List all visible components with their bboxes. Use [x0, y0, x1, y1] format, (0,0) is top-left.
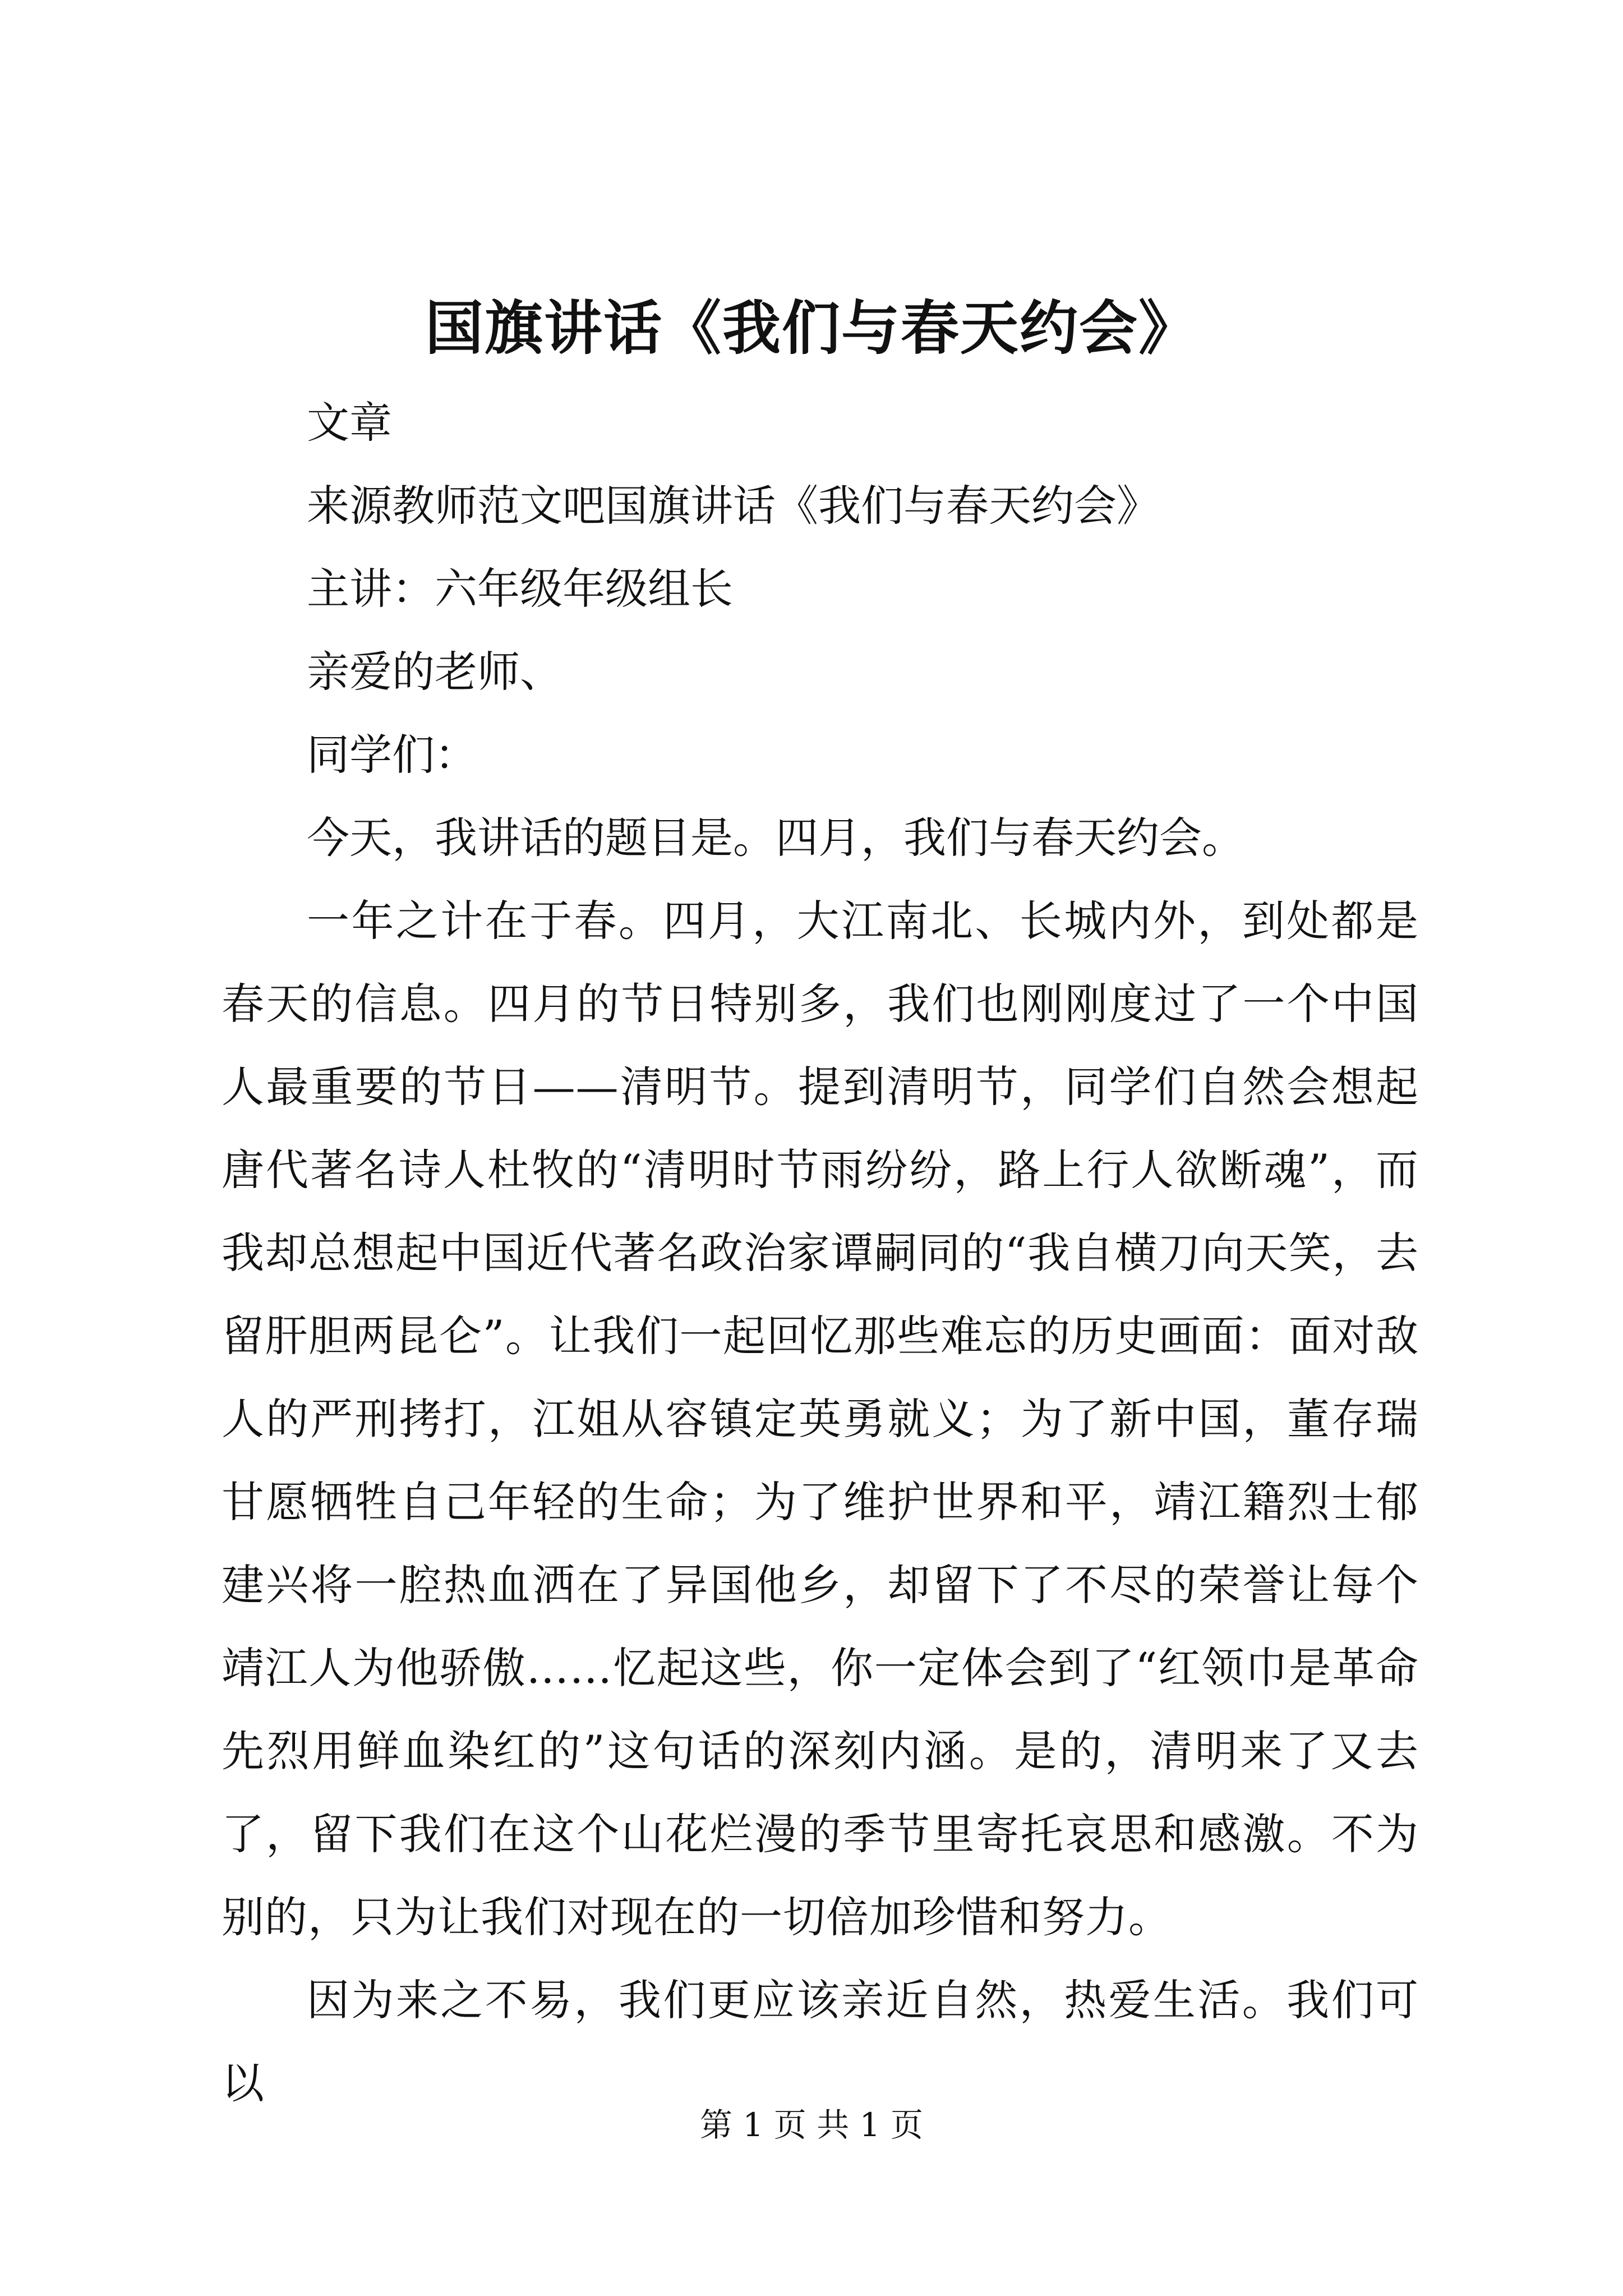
- text-line-source: 来源教师范文吧国旗讲话《我们与春天约会》: [307, 481, 1159, 531]
- body-paragraph-main: 一年之计在于春。四月，大江南北、长城内外，到处都是春天的信息。四月的节日特别多，我们也刚刚度过了一个中国人最重要的节日——清明节。提到清明节，同学们自然会想起唐代著名诗人杜牧的“清明时节雨纷纷，路上行人欲断魂”，而我却总想起中国近代著名政治家谭嗣同的“我自横刀向天笑，去留肝胆两昆仑”。让我们一起回忆那些难忘的历史画面：面对敌人的严刑拷打，江姐从容镇定英勇就义；为了新中国，董存瑞甘愿牺牲自己年轻的生命；为了维护世界和平，靖江籍烈士郁建兴将一腔热血洒在了异国他乡，却留下了不尽的荣誉让每个靖江人为他骄傲……忆起这些，你一定体会到了“红领巾是革命先烈用鲜血染红的”这句话的深刻内涵。是的，清明来了又去了，留下我们在这个山花烂漫的季节里寄托哀思和感激。不为别的，只为让我们对现在的一切倍加珍惜和努力。: [222, 896, 1419, 1942]
- text-line-greeting-students: 同学们：: [307, 730, 477, 780]
- text-line-greeting-teachers: 亲爱的老师、: [307, 647, 562, 697]
- text-line-speaker: 主讲：六年级年级组长: [307, 564, 733, 614]
- body-paragraph-continued: 因为来之不易，我们更应该亲近自然，热爱生活。我们可以: [222, 1975, 1419, 2108]
- document-body: [222, 381, 1419, 2125]
- document-title: 国旗讲话《我们与春天约会》: [425, 293, 1198, 362]
- text-line-topic: 今天，我讲话的题目是。四月，我们与春天约会。: [307, 813, 1244, 863]
- page-footer: 第 1 页 共 1 页: [700, 2106, 923, 2144]
- text-line-source-label: 文章: [307, 398, 392, 448]
